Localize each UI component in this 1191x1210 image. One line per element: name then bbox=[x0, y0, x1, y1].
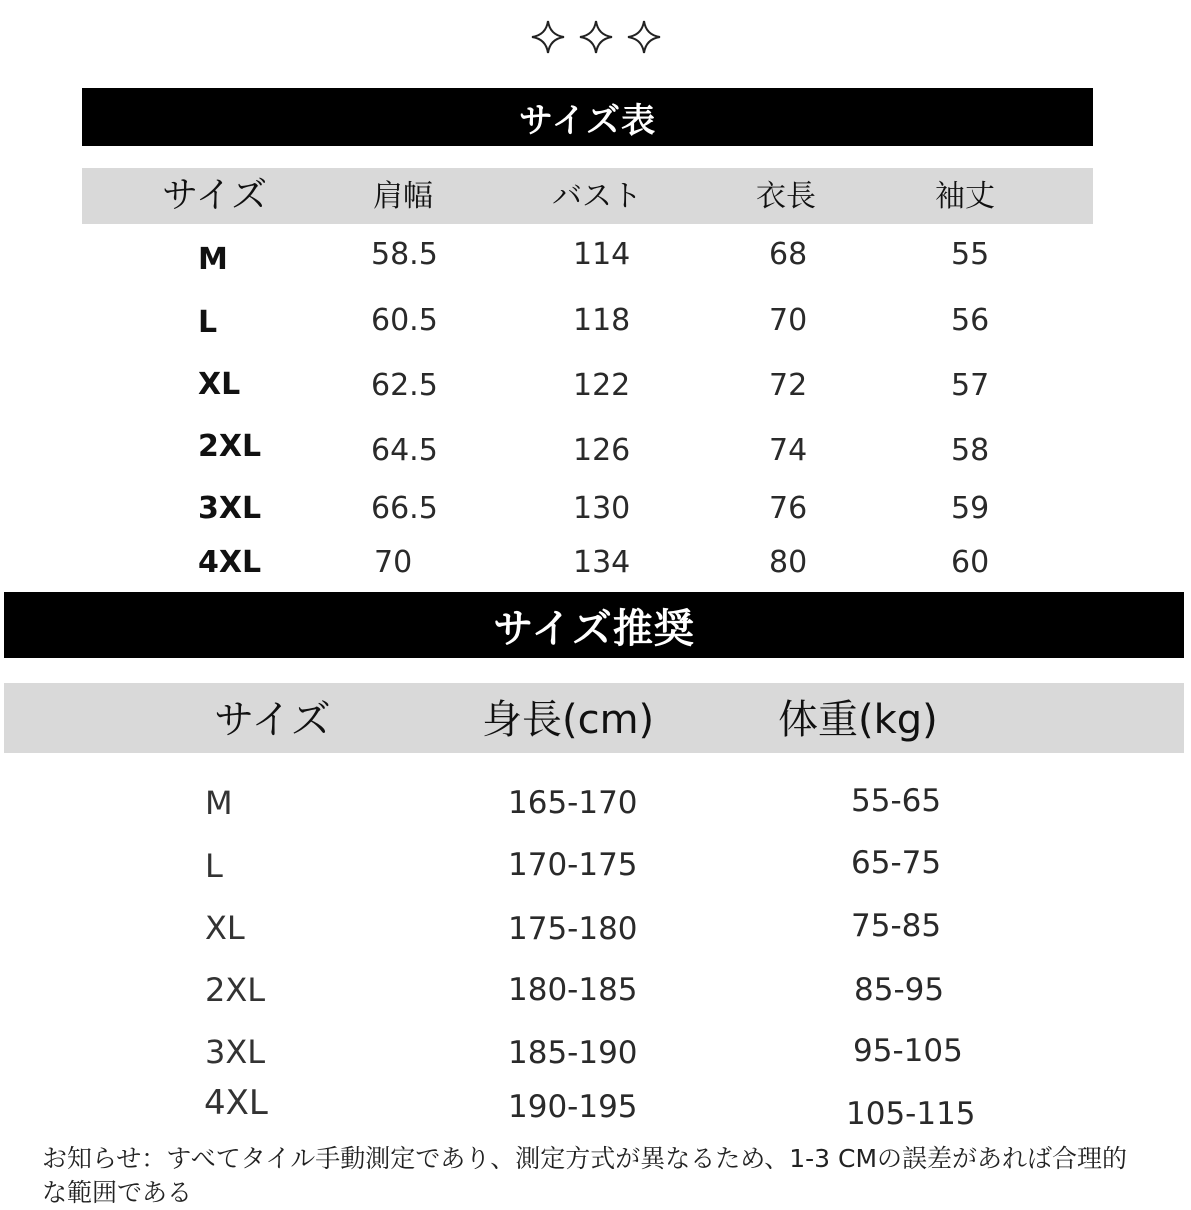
table-cell: 175-180 bbox=[508, 911, 638, 947]
size-recommendation-header-size: サイズ bbox=[214, 697, 331, 743]
table-cell: 58.5 bbox=[371, 237, 438, 272]
table-cell: 58 bbox=[951, 433, 990, 468]
table-cell: 170-175 bbox=[508, 847, 638, 883]
table-cell: 56 bbox=[951, 303, 990, 338]
table-cell: 72 bbox=[769, 368, 808, 403]
table-row-size: 3XL bbox=[205, 1033, 266, 1071]
table-row-size: L bbox=[198, 305, 218, 340]
table-row-size: M bbox=[205, 784, 233, 822]
table-cell: 60 bbox=[951, 545, 990, 580]
table-row-size: XL bbox=[198, 367, 241, 402]
table-cell: 134 bbox=[573, 545, 631, 580]
table-cell: 105-115 bbox=[846, 1096, 976, 1132]
size-recommendation-header-height: 身長(cm) bbox=[482, 697, 655, 743]
table-cell: 114 bbox=[573, 237, 631, 272]
table-cell: 76 bbox=[769, 491, 808, 526]
star-icon bbox=[579, 20, 613, 64]
table-cell: 62.5 bbox=[371, 368, 438, 403]
table-cell: 130 bbox=[573, 491, 631, 526]
table-row-size: XL bbox=[205, 909, 245, 947]
table-cell: 85-95 bbox=[854, 972, 945, 1008]
table-cell: 75-85 bbox=[851, 908, 942, 944]
table-cell: 70 bbox=[374, 545, 413, 580]
size-recommendation-title: サイズ推奨 bbox=[4, 592, 1184, 658]
table-cell: 66.5 bbox=[371, 491, 438, 526]
table-row-size: 4XL bbox=[198, 545, 262, 580]
table-cell: 126 bbox=[573, 433, 631, 468]
size-chart-header-sleeve: 袖丈 bbox=[935, 179, 995, 214]
table-row-size: M bbox=[198, 242, 228, 277]
table-cell: 74 bbox=[769, 433, 808, 468]
table-cell: 95-105 bbox=[853, 1033, 963, 1069]
size-recommendation-header-weight: 体重(kg) bbox=[778, 697, 938, 743]
table-row-size: 3XL bbox=[198, 491, 262, 526]
table-cell: 165-170 bbox=[508, 785, 638, 821]
table-row-size: 2XL bbox=[205, 971, 266, 1009]
table-cell: 65-75 bbox=[851, 845, 942, 881]
table-cell: 180-185 bbox=[508, 972, 638, 1008]
decorative-stars bbox=[0, 20, 1191, 64]
table-cell: 70 bbox=[769, 303, 808, 338]
table-row-size: L bbox=[205, 847, 223, 885]
table-cell: 68 bbox=[769, 237, 808, 272]
size-chart-header-size: サイズ bbox=[162, 175, 268, 216]
table-cell: 55-65 bbox=[851, 783, 942, 819]
measurement-note: お知らせ：すべてタイル手動測定であり、測定方式が異なるため、1-3 CMの誤差があれば合理的な範囲である bbox=[42, 1144, 1128, 1207]
table-cell: 190-195 bbox=[508, 1089, 638, 1125]
table-cell: 185-190 bbox=[508, 1035, 638, 1071]
table-cell: 59 bbox=[951, 491, 990, 526]
star-icon bbox=[531, 20, 565, 64]
size-chart-header-shoulder: 肩幅 bbox=[373, 179, 433, 214]
table-row-size: 2XL bbox=[198, 429, 262, 464]
table-cell: 60.5 bbox=[371, 303, 438, 338]
table-cell: 80 bbox=[769, 545, 808, 580]
star-icon bbox=[627, 20, 661, 64]
table-cell: 55 bbox=[951, 237, 990, 272]
table-cell: 64.5 bbox=[371, 433, 438, 468]
size-chart-header-bust: バスト bbox=[552, 179, 642, 214]
table-cell: 122 bbox=[573, 368, 631, 403]
size-chart-title: サイズ表 bbox=[82, 88, 1093, 146]
table-row-size: 4XL bbox=[204, 1083, 268, 1123]
table-cell: 118 bbox=[573, 303, 631, 338]
table-cell: 57 bbox=[951, 368, 990, 403]
size-chart-header-length: 衣長 bbox=[756, 179, 816, 214]
